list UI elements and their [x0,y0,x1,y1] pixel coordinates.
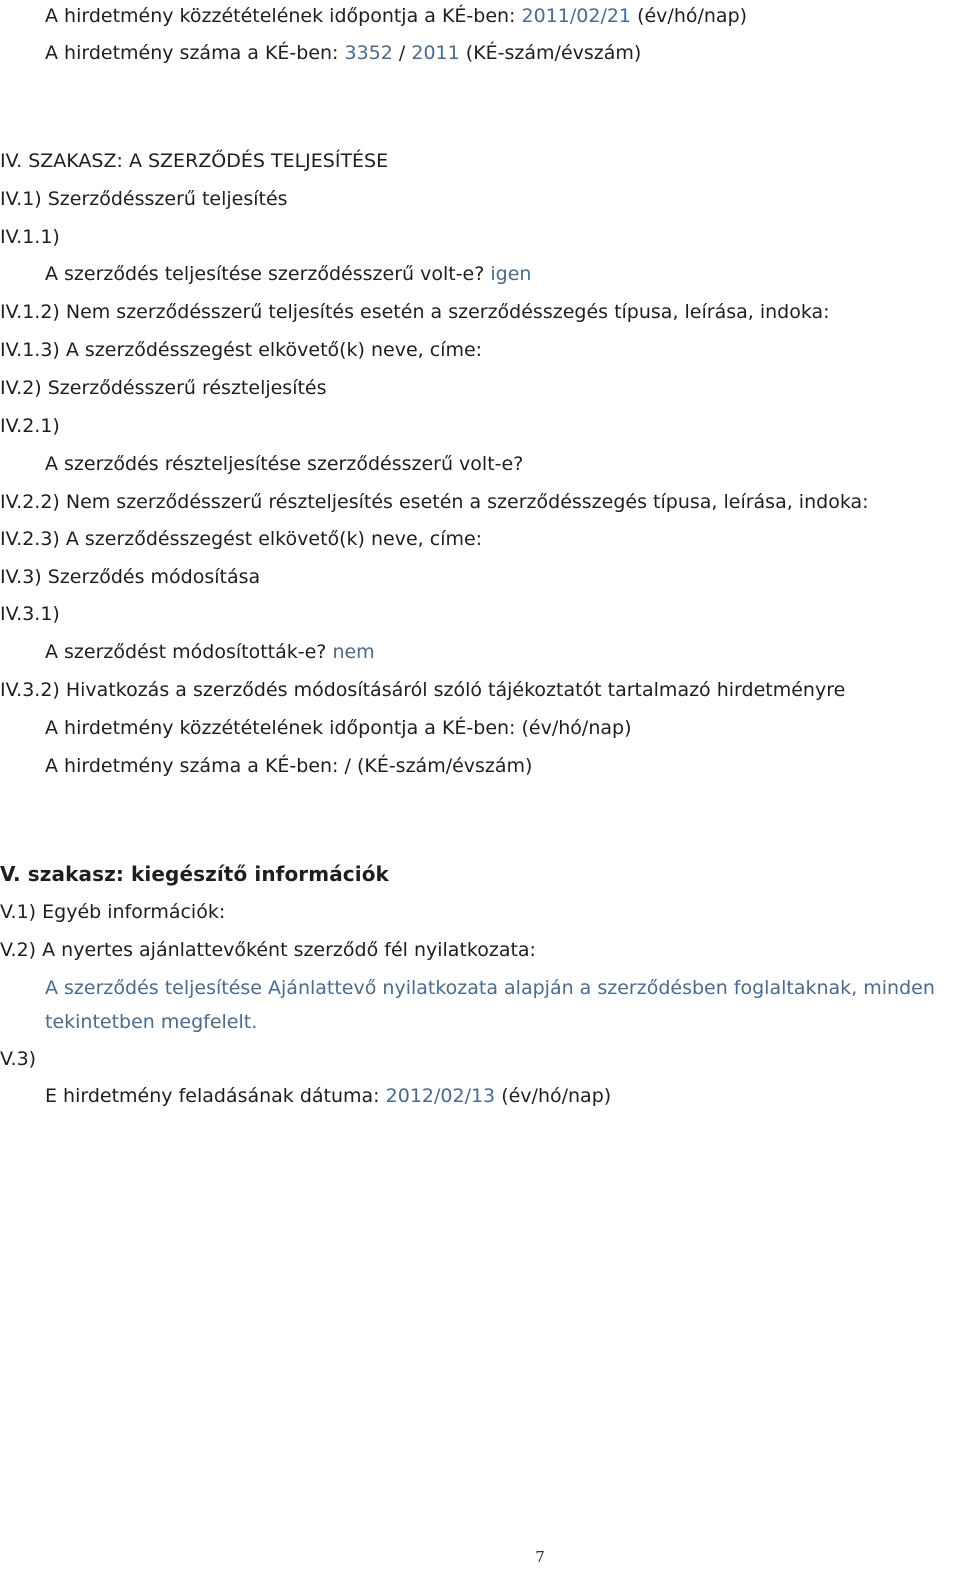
section-iv-1-1-answer: igen [490,263,532,285]
section-iv-3-1-answer: nem [332,641,375,663]
section-iv-1-3: IV.1.3) A szerződésszegést elkövető(k) neve, címe: [0,339,483,361]
section-iv-2-1: IV.2.1) [0,415,60,437]
section-iv-3-2-number: A hirdetmény száma a KÉ-ben: / (KÉ-szám/évszám) [45,755,533,777]
section-iv-1-1: IV.1.1) [0,226,60,248]
section-v-2: V.2) A nyertes ajánlattevőként szerződő fél nyilatkozata: [0,939,536,961]
section-iv-3-2-date: A hirdetmény közzétételének időpontja a KÉ-ben: (év/hó/nap) [45,717,632,739]
prev-number-line [45,41,641,65]
prev-number-sep: / [398,42,406,64]
section-v-3-date-value: 2012/02/13 [385,1085,496,1107]
prev-number-label: A hirdetmény száma a KÉ-ben: [45,42,339,64]
section-v-1: V.1) Egyéb információk: [0,901,226,923]
section-v-2-statement-line-2: tekintetben megfelelt. [45,1011,258,1033]
section-iv-1-1-question: A szerződés teljesítése szerződésszerű volt-e? [45,263,485,285]
section-iv-2-3: IV.2.3) A szerződésszegést elkövető(k) neve, címe: [0,528,483,550]
section-iv-1-1-question-line [45,262,531,286]
prev-pub-date-label: A hirdetmény közzétételének időpontja a KÉ-ben: [45,5,516,27]
prev-pub-date-line [45,4,747,28]
section-iv-3-1-question: A szerződést módosították-e? [45,641,327,663]
prev-number-year: 2011 [411,42,460,64]
section-iv-3: IV.3) Szerződés módosítása [0,566,261,588]
section-v-3-date-unit: (év/hó/nap) [501,1085,612,1107]
page-number: 7 [535,1548,545,1566]
prev-pub-date-unit: (év/hó/nap) [637,5,748,27]
section-v-2-statement-line-1: A szerződés teljesítése Ajánlattevő nyilatkozata alapján a szerződésben foglaltaknak, minden [45,977,935,999]
section-iv-2-2: IV.2.2) Nem szerződésszerű részteljesítés esetén a szerződésszegés típusa, leírása, indoka: [0,491,869,513]
prev-number-value: 3352 [344,42,393,64]
section-iv-2-1-question: A szerződés részteljesítése szerződésszerű volt-e? [45,453,524,475]
section-iv-1-2: IV.1.2) Nem szerződésszerű teljesítés esetén a szerződésszegés típusa, leírása, indoka: [0,301,830,323]
section-iv-3-1-question-line [45,640,375,664]
section-v-3: V.3) [0,1048,37,1070]
section-v-3-date-line [45,1084,611,1108]
section-iv-1: IV.1) Szerződésszerű teljesítés [0,188,288,210]
section-iv-title: IV. SZAKASZ: A SZERZŐDÉS TELJESÍTÉSE [0,150,389,172]
section-iv-3-1: IV.3.1) [0,603,60,625]
prev-pub-date-value: 2011/02/21 [521,5,632,27]
section-iv-3-2: IV.3.2) Hivatkozás a szerződés módosításáról szóló tájékoztatót tartalmazó hirdetményre [0,679,846,701]
section-iv-2: IV.2) Szerződésszerű részteljesítés [0,377,327,399]
prev-number-unit: (KÉ-szám/évszám) [465,42,642,64]
section-v-3-date-label: E hirdetmény feladásának dátuma: [45,1085,380,1107]
section-v-title: V. szakasz: kiegészítő információk [0,862,389,886]
